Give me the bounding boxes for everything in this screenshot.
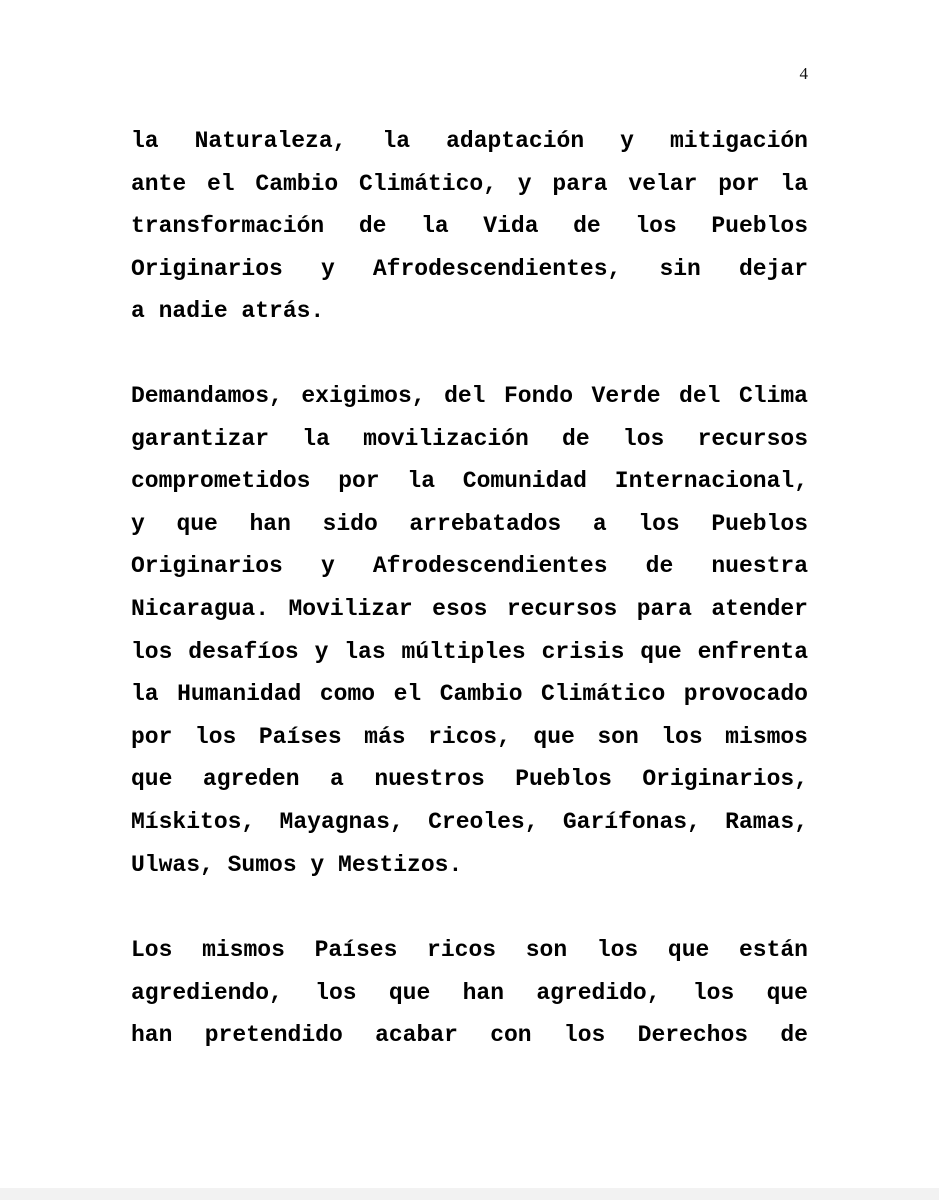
text-line: han pretendido acabar con los Derechos de: [131, 1022, 808, 1049]
text-line: Mískitos, Mayagnas, Creoles, Garífonas, Ramas,: [131, 808, 808, 835]
page-number: 4: [799, 64, 808, 83]
text-line: Nicaragua. Movilizar esos recursos para atender: [131, 595, 808, 622]
text-line: la Humanidad como el Cambio Climático provocado: [131, 681, 808, 708]
text-line: comprometidos por la Comunidad Internacional,: [131, 468, 808, 495]
text-line: que agreden a nuestros Pueblos Originarios,: [131, 766, 808, 793]
text-line: Ulwas, Sumos y Mestizos.: [131, 851, 463, 878]
text-line: a nadie atrás.: [131, 298, 325, 325]
text-line: ante el Cambio Climático, y para velar por la: [131, 170, 808, 197]
paragraph-1: [131, 120, 808, 333]
text-line: garantizar la movilización de los recursos: [131, 425, 808, 452]
text-line: la Naturaleza, la adaptación y mitigación: [131, 128, 808, 154]
text-line: los desafíos y las múltiples crisis que enfrenta: [131, 638, 808, 665]
text-line: Originarios y Afrodescendientes de nuestra: [131, 553, 808, 580]
paragraph-3: [131, 929, 808, 1057]
text-line: transformación de la Vida de los Pueblos: [131, 213, 808, 240]
paragraph-2: [131, 375, 808, 886]
text-line: y que han sido arrebatados a los Pueblos: [131, 510, 808, 537]
text-line: Demandamos, exigimos, del Fondo Verde del Clima: [131, 383, 808, 409]
page-bottom-edge: [0, 1188, 939, 1200]
text-line: por los Países más ricos, que son los mismos: [131, 723, 808, 750]
text-line: agrediendo, los que han agredido, los que: [131, 979, 808, 1006]
text-line: Los mismos Países ricos son los que están: [131, 937, 808, 963]
text-line: Originarios y Afrodescendientes, sin dejar: [131, 255, 808, 282]
